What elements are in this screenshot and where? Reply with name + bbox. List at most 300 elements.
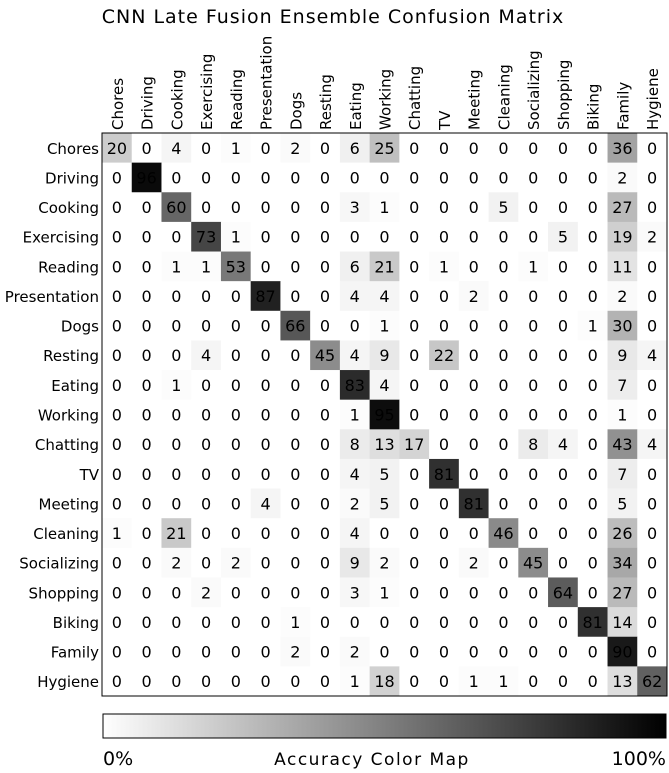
cell-value-reading-exercising: 1 [200, 257, 212, 277]
cell-value-eating-chatting: 0 [409, 375, 420, 395]
cell-value-cooking-exercising: 0 [200, 198, 212, 218]
cell-value-presentation-tv: 0 [438, 286, 450, 306]
cell-value-presentation-chores: 0 [111, 286, 122, 306]
row-label-dogs: Dogs [60, 317, 99, 336]
cell-value-chores-resting: 0 [319, 138, 331, 158]
cell-value-resting-eating: 4 [349, 346, 360, 366]
cell-value-shopping-driving: 0 [141, 583, 152, 603]
cell-value-working-driving: 0 [141, 405, 152, 425]
cell-value-biking-chores: 0 [111, 612, 122, 632]
cell-value-tv-chatting: 0 [409, 464, 420, 484]
cell-value-eating-biking: 0 [587, 375, 598, 395]
cell-value-exercising-chatting: 0 [409, 227, 420, 247]
column-label-exercising: Exercising [198, 53, 217, 130]
cell-value-eating-cooking: 1 [171, 375, 182, 395]
chart-title: CNN Late Fusion Ensemble Confusion Matrix [101, 6, 565, 28]
row-label-hygiene: Hygiene [37, 673, 99, 692]
cell-value-dogs-shopping: 0 [557, 316, 569, 336]
cell-value-working-hygiene: 0 [647, 405, 658, 425]
cell-value-socializing-hygiene: 0 [647, 553, 658, 573]
column-label-shopping: Shopping [554, 59, 573, 130]
cell-value-shopping-chatting: 0 [409, 583, 420, 603]
cell-value-chores-presentation: 0 [260, 138, 271, 158]
cell-value-working-eating: 1 [349, 405, 360, 425]
cell-value-dogs-driving: 0 [141, 316, 152, 336]
cell-value-reading-family: 11 [612, 257, 633, 277]
cell-value-hygiene-hygiene: 62 [641, 672, 663, 692]
cell-value-presentation-biking: 0 [587, 286, 598, 306]
cell-value-tv-chores: 0 [111, 464, 122, 484]
cell-value-family-biking: 0 [587, 642, 598, 662]
cell-value-biking-eating: 0 [349, 612, 360, 632]
cell-value-biking-cleaning: 0 [498, 612, 509, 632]
cell-value-socializing-presentation: 0 [260, 553, 271, 573]
cell-value-dogs-eating: 0 [349, 316, 360, 336]
cell-value-working-working: 95 [374, 405, 395, 425]
cell-value-socializing-resting: 0 [319, 553, 331, 573]
cell-value-eating-hygiene: 0 [647, 375, 658, 395]
cell-value-chatting-reading: 0 [230, 435, 241, 455]
cell-value-working-family: 1 [617, 405, 628, 425]
cell-value-chatting-hygiene: 4 [647, 435, 658, 455]
column-labels [109, 36, 662, 131]
cell-value-tv-biking: 0 [587, 464, 598, 484]
cell-value-resting-biking: 0 [587, 346, 598, 366]
cell-value-socializing-cleaning: 0 [498, 553, 509, 573]
cell-value-biking-hygiene: 0 [647, 612, 658, 632]
cell-value-chatting-driving: 0 [141, 435, 152, 455]
cell-value-presentation-working: 4 [379, 286, 390, 306]
cell-value-socializing-socializing: 45 [523, 553, 544, 573]
cell-value-tv-meeting: 0 [468, 464, 479, 484]
cell-value-driving-hygiene: 0 [647, 168, 658, 188]
cell-value-chatting-tv: 0 [438, 435, 450, 455]
cell-value-driving-presentation: 0 [260, 168, 271, 188]
cell-value-meeting-biking: 0 [587, 494, 598, 514]
column-label-reading: Reading [227, 69, 246, 130]
cell-value-eating-resting: 0 [319, 375, 331, 395]
cell-value-eating-exercising: 0 [200, 375, 212, 395]
cell-value-working-socializing: 0 [528, 405, 539, 425]
cell-value-cleaning-reading: 0 [230, 524, 241, 544]
cell-value-dogs-working: 1 [379, 316, 390, 336]
cell-value-socializing-meeting: 2 [468, 553, 479, 573]
cell-value-biking-resting: 0 [319, 612, 331, 632]
cell-value-resting-chores: 0 [111, 346, 122, 366]
cell-value-presentation-resting: 0 [319, 286, 331, 306]
cell-value-resting-working: 9 [379, 346, 390, 366]
cell-value-hygiene-biking: 0 [587, 672, 598, 692]
cell-value-chores-working: 25 [374, 138, 395, 158]
row-label-chatting: Chatting [34, 436, 99, 455]
cell-value-tv-shopping: 0 [557, 464, 569, 484]
cell-value-socializing-working: 2 [379, 553, 390, 573]
cell-value-chores-exercising: 0 [200, 138, 212, 158]
cell-value-exercising-resting: 0 [319, 227, 331, 247]
cell-value-eating-meeting: 0 [468, 375, 479, 395]
cell-value-cleaning-cooking: 21 [166, 524, 187, 544]
cell-value-eating-presentation: 0 [260, 375, 271, 395]
cell-value-driving-dogs: 0 [290, 168, 301, 188]
cell-value-eating-working: 4 [379, 375, 390, 395]
cell-value-meeting-reading: 0 [230, 494, 241, 514]
cell-value-driving-shopping: 0 [557, 168, 569, 188]
cell-value-cooking-tv: 0 [438, 198, 450, 218]
cell-value-socializing-driving: 0 [141, 553, 152, 573]
cell-value-chores-driving: 0 [141, 138, 152, 158]
cell-value-socializing-eating: 9 [349, 553, 360, 573]
cell-value-family-working: 0 [379, 642, 390, 662]
cell-value-cooking-shopping: 0 [557, 198, 569, 218]
cell-value-socializing-chores: 0 [111, 553, 122, 573]
cell-value-dogs-cooking: 0 [171, 316, 182, 336]
cell-value-dogs-reading: 0 [230, 316, 241, 336]
cell-value-driving-reading: 0 [230, 168, 241, 188]
cell-value-hygiene-chores: 0 [111, 672, 122, 692]
column-label-meeting: Meeting [465, 69, 484, 130]
cell-value-eating-tv: 0 [438, 375, 450, 395]
cell-value-family-cleaning: 0 [498, 642, 509, 662]
cell-value-reading-presentation: 0 [260, 257, 271, 277]
cell-value-tv-cleaning: 0 [498, 464, 509, 484]
column-label-family: Family [614, 81, 633, 130]
cell-value-chatting-cooking: 0 [171, 435, 182, 455]
cell-value-resting-presentation: 0 [260, 346, 271, 366]
cell-value-driving-cleaning: 0 [498, 168, 509, 188]
cell-value-biking-driving: 0 [141, 612, 152, 632]
cell-value-chatting-shopping: 4 [557, 435, 569, 455]
cell-value-working-resting: 0 [319, 405, 331, 425]
cell-value-cleaning-tv: 0 [438, 524, 450, 544]
cell-value-hygiene-meeting: 1 [468, 672, 479, 692]
cell-value-chatting-biking: 0 [587, 435, 598, 455]
cell-value-working-chores: 0 [111, 405, 122, 425]
cell-value-family-cooking: 0 [171, 642, 182, 662]
cell-value-biking-chatting: 0 [409, 612, 420, 632]
cell-value-chatting-eating: 8 [349, 435, 360, 455]
cell-value-exercising-chores: 0 [111, 227, 122, 247]
cell-value-biking-tv: 0 [438, 612, 450, 632]
cell-value-shopping-shopping: 64 [552, 583, 574, 603]
cell-value-hygiene-socializing: 0 [528, 672, 539, 692]
cell-value-chores-shopping: 0 [557, 138, 569, 158]
cell-value-working-meeting: 0 [468, 405, 479, 425]
row-label-shopping: Shopping [28, 584, 99, 603]
cell-value-biking-reading: 0 [230, 612, 241, 632]
cell-value-cooking-cooking: 60 [166, 198, 187, 218]
cell-value-reading-working: 21 [374, 257, 395, 277]
cell-value-exercising-family: 19 [612, 227, 633, 247]
cell-value-reading-reading: 53 [225, 257, 246, 277]
cell-value-reading-chatting: 0 [409, 257, 420, 277]
cell-value-meeting-chatting: 0 [409, 494, 420, 514]
cell-value-shopping-reading: 0 [230, 583, 241, 603]
cell-value-reading-cleaning: 0 [498, 257, 509, 277]
cell-value-cleaning-eating: 4 [349, 524, 360, 544]
cell-value-working-cooking: 0 [171, 405, 182, 425]
cell-value-cooking-cleaning: 5 [498, 198, 509, 218]
cell-value-hygiene-presentation: 0 [260, 672, 271, 692]
cell-value-reading-biking: 0 [587, 257, 598, 277]
row-label-driving: Driving [45, 169, 99, 188]
cell-value-working-chatting: 0 [409, 405, 420, 425]
cell-value-cooking-socializing: 0 [528, 198, 539, 218]
column-label-eating: Eating [346, 82, 365, 130]
row-label-biking: Biking [52, 613, 99, 632]
cell-value-shopping-working: 1 [379, 583, 390, 603]
cell-value-working-tv: 0 [438, 405, 450, 425]
column-label-working: Working [376, 68, 395, 130]
cell-value-driving-eating: 0 [349, 168, 360, 188]
cell-value-chatting-family: 43 [612, 435, 633, 455]
cell-value-meeting-eating: 2 [349, 494, 360, 514]
cell-value-socializing-family: 34 [612, 553, 633, 573]
cell-value-cleaning-meeting: 0 [468, 524, 479, 544]
cell-value-socializing-tv: 0 [438, 553, 450, 573]
cell-value-hygiene-tv: 0 [438, 672, 450, 692]
cell-value-driving-cooking: 0 [171, 168, 182, 188]
cell-value-family-exercising: 0 [200, 642, 212, 662]
cell-value-shopping-meeting: 0 [468, 583, 479, 603]
colorbar [103, 714, 666, 738]
cell-value-cooking-eating: 3 [349, 198, 360, 218]
cell-value-biking-meeting: 0 [468, 612, 479, 632]
cell-value-working-presentation: 0 [260, 405, 271, 425]
cell-value-exercising-hygiene: 2 [647, 227, 658, 247]
cell-value-family-reading: 0 [230, 642, 241, 662]
cell-value-hygiene-dogs: 0 [290, 672, 301, 692]
cell-value-exercising-dogs: 0 [290, 227, 301, 247]
cell-value-resting-dogs: 0 [290, 346, 301, 366]
cell-value-cooking-chores: 0 [111, 198, 122, 218]
cell-value-exercising-working: 0 [379, 227, 390, 247]
cell-value-presentation-cooking: 0 [171, 286, 182, 306]
cell-value-hygiene-cleaning: 1 [498, 672, 509, 692]
row-label-family: Family [50, 643, 99, 662]
cell-value-family-eating: 2 [349, 642, 360, 662]
cell-value-cooking-meeting: 0 [468, 198, 479, 218]
cell-value-chatting-socializing: 8 [528, 435, 539, 455]
cell-value-socializing-shopping: 0 [557, 553, 569, 573]
cell-value-resting-driving: 0 [141, 346, 152, 366]
cell-value-chores-eating: 6 [349, 138, 360, 158]
cell-value-cooking-family: 27 [612, 198, 633, 218]
cell-value-family-driving: 0 [141, 642, 152, 662]
cell-value-meeting-meeting: 81 [463, 494, 484, 514]
cell-value-tv-cooking: 0 [171, 464, 182, 484]
cell-value-dogs-cleaning: 0 [498, 316, 509, 336]
cell-value-meeting-chores: 0 [111, 494, 122, 514]
cell-value-resting-meeting: 0 [468, 346, 479, 366]
cell-value-tv-family: 7 [617, 464, 628, 484]
cell-value-reading-resting: 0 [319, 257, 331, 277]
cell-value-resting-hygiene: 4 [647, 346, 658, 366]
cell-value-family-dogs: 2 [290, 642, 301, 662]
cell-value-reading-eating: 6 [349, 257, 360, 277]
cell-value-shopping-biking: 0 [587, 583, 598, 603]
cell-value-chatting-presentation: 0 [260, 435, 271, 455]
cell-value-tv-tv: 81 [433, 464, 455, 484]
cell-value-family-tv: 0 [438, 642, 450, 662]
cell-value-dogs-chores: 0 [111, 316, 122, 336]
cell-value-shopping-exercising: 2 [200, 583, 212, 603]
column-label-dogs: Dogs [287, 91, 306, 130]
column-label-cleaning: Cleaning [495, 64, 514, 130]
cell-value-exercising-meeting: 0 [468, 227, 479, 247]
row-label-cooking: Cooking [38, 199, 99, 218]
cell-value-cleaning-resting: 0 [319, 524, 331, 544]
cell-value-meeting-presentation: 4 [260, 494, 271, 514]
cell-value-dogs-socializing: 0 [528, 316, 539, 336]
cell-value-chatting-exercising: 0 [200, 435, 212, 455]
colorbar-min-label: 0% [103, 748, 134, 770]
cell-value-tv-exercising: 0 [200, 464, 212, 484]
column-label-chatting: Chatting [406, 65, 425, 130]
cell-value-meeting-socializing: 0 [528, 494, 539, 514]
cell-value-cooking-reading: 0 [230, 198, 241, 218]
cell-value-chatting-cleaning: 0 [498, 435, 509, 455]
cell-value-cleaning-dogs: 0 [290, 524, 301, 544]
column-label-cooking: Cooking [168, 69, 187, 130]
cell-value-chores-family: 36 [612, 138, 633, 158]
cell-value-tv-hygiene: 0 [647, 464, 658, 484]
cell-value-exercising-shopping: 5 [557, 227, 569, 247]
cell-value-resting-socializing: 0 [528, 346, 539, 366]
cell-value-cooking-chatting: 0 [409, 198, 420, 218]
cell-value-hygiene-working: 18 [374, 672, 395, 692]
row-label-tv: TV [79, 465, 99, 484]
cell-value-tv-resting: 0 [319, 464, 331, 484]
cell-value-dogs-family: 30 [612, 316, 633, 336]
cell-value-hygiene-eating: 1 [349, 672, 360, 692]
cell-value-cleaning-family: 26 [612, 524, 633, 544]
cell-value-dogs-exercising: 0 [200, 316, 212, 336]
column-label-biking: Biking [584, 83, 603, 130]
cell-value-resting-family: 9 [617, 346, 628, 366]
cell-value-tv-working: 5 [379, 464, 390, 484]
cell-value-chatting-meeting: 0 [468, 435, 479, 455]
cell-value-hygiene-resting: 0 [319, 672, 331, 692]
cell-value-resting-cleaning: 0 [498, 346, 509, 366]
cell-value-reading-driving: 0 [141, 257, 152, 277]
cell-value-driving-exercising: 0 [200, 168, 212, 188]
cell-value-cooking-biking: 0 [587, 198, 598, 218]
cell-value-family-family: 90 [612, 642, 633, 662]
cell-value-driving-working: 0 [379, 168, 390, 188]
cell-value-reading-hygiene: 0 [647, 257, 658, 277]
cell-value-meeting-family: 5 [617, 494, 628, 514]
cell-value-eating-socializing: 0 [528, 375, 539, 395]
cell-value-working-exercising: 0 [200, 405, 212, 425]
cell-value-cleaning-shopping: 0 [557, 524, 569, 544]
column-label-tv: TV [435, 110, 454, 130]
row-label-eating: Eating [51, 376, 99, 395]
colorbar-label: Accuracy Color Map [274, 750, 470, 770]
cell-value-exercising-cooking: 0 [171, 227, 182, 247]
cell-value-chores-chatting: 0 [409, 138, 420, 158]
cell-value-shopping-chores: 0 [111, 583, 122, 603]
cell-value-biking-exercising: 0 [200, 612, 212, 632]
cell-value-family-resting: 0 [319, 642, 331, 662]
cell-value-exercising-reading: 1 [230, 227, 241, 247]
cell-value-hygiene-chatting: 0 [409, 672, 420, 692]
cell-value-presentation-chatting: 0 [409, 286, 420, 306]
cell-value-dogs-meeting: 0 [468, 316, 479, 336]
row-labels [5, 140, 100, 691]
cell-value-presentation-cleaning: 0 [498, 286, 509, 306]
cell-value-exercising-tv: 0 [438, 227, 450, 247]
cell-value-family-meeting: 0 [468, 642, 479, 662]
cell-value-family-socializing: 0 [528, 642, 539, 662]
cell-value-dogs-presentation: 0 [260, 316, 271, 336]
cell-value-driving-tv: 0 [438, 168, 450, 188]
row-label-chores: Chores [46, 139, 99, 158]
cell-value-dogs-chatting: 0 [409, 316, 420, 336]
cell-value-cooking-presentation: 0 [260, 198, 271, 218]
cell-value-shopping-eating: 3 [349, 583, 360, 603]
cell-value-chores-cleaning: 0 [498, 138, 509, 158]
cell-value-tv-eating: 4 [349, 464, 360, 484]
cell-value-socializing-reading: 2 [230, 553, 241, 573]
cell-value-eating-reading: 0 [230, 375, 241, 395]
cell-value-shopping-cooking: 0 [171, 583, 182, 603]
cell-value-eating-dogs: 0 [290, 375, 301, 395]
cell-value-working-biking: 0 [587, 405, 598, 425]
cell-value-chatting-chatting: 17 [404, 435, 425, 455]
cell-value-presentation-presentation: 87 [255, 286, 276, 306]
cell-value-cleaning-biking: 0 [587, 524, 598, 544]
cell-value-eating-shopping: 0 [557, 375, 569, 395]
cell-value-reading-meeting: 0 [468, 257, 479, 277]
cell-value-meeting-cleaning: 0 [498, 494, 509, 514]
cell-value-driving-socializing: 0 [528, 168, 539, 188]
cell-value-cooking-working: 1 [379, 198, 390, 218]
cell-value-hygiene-family: 13 [612, 672, 633, 692]
cell-value-chores-cooking: 4 [171, 138, 182, 158]
cell-value-chatting-working: 13 [374, 435, 395, 455]
cell-value-driving-driving: 96 [136, 168, 157, 188]
cell-value-shopping-dogs: 0 [290, 583, 301, 603]
cell-value-driving-chatting: 0 [409, 168, 420, 188]
cell-value-shopping-hygiene: 0 [647, 583, 658, 603]
cell-value-driving-chores: 0 [111, 168, 122, 188]
cell-value-socializing-cooking: 2 [171, 553, 182, 573]
cell-value-reading-shopping: 0 [557, 257, 569, 277]
cell-value-working-cleaning: 0 [498, 405, 509, 425]
cell-value-chores-tv: 0 [438, 138, 450, 158]
cell-value-family-chatting: 0 [409, 642, 420, 662]
cell-value-cooking-driving: 0 [141, 198, 152, 218]
row-label-resting: Resting [43, 347, 99, 366]
row-label-socializing: Socializing [19, 554, 99, 573]
column-label-chores: Chores [108, 77, 127, 130]
cell-value-shopping-presentation: 0 [260, 583, 271, 603]
cell-value-exercising-socializing: 0 [528, 227, 539, 247]
cell-value-hygiene-driving: 0 [141, 672, 152, 692]
cell-value-chatting-dogs: 0 [290, 435, 301, 455]
cell-value-exercising-cleaning: 0 [498, 227, 509, 247]
cell-value-eating-driving: 0 [141, 375, 152, 395]
cell-value-biking-dogs: 1 [290, 612, 301, 632]
column-label-socializing: Socializing [525, 50, 544, 130]
cell-value-shopping-resting: 0 [319, 583, 331, 603]
cell-value-shopping-socializing: 0 [528, 583, 539, 603]
cell-value-working-reading: 0 [230, 405, 241, 425]
cell-value-chores-hygiene: 0 [647, 138, 658, 158]
cell-value-presentation-family: 2 [617, 286, 628, 306]
cell-value-driving-biking: 0 [587, 168, 598, 188]
cell-value-family-hygiene: 0 [647, 642, 658, 662]
